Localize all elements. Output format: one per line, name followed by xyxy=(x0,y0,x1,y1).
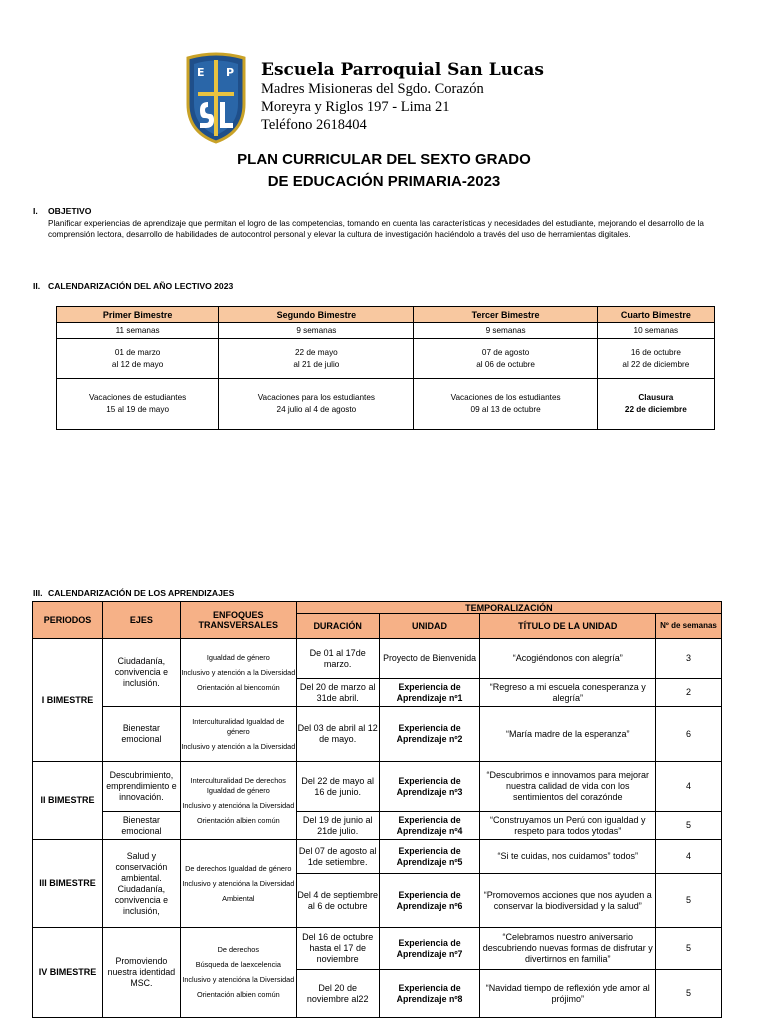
duration-cell: Del 07 de agosto al 1de setiembre. xyxy=(296,840,379,874)
duration-cell: Del 16 de octubre hasta el 17 de noviembre xyxy=(296,928,379,970)
table-row-dates xyxy=(57,339,715,379)
header-semanas: Nº de semanas xyxy=(656,614,722,639)
periodo-cell: II BIMESTRE xyxy=(33,762,103,840)
unit-cell: Experiencia de Aprendizaje nº1 xyxy=(379,679,480,707)
unit-cell: Experiencia de Aprendizaje nº7 xyxy=(379,928,480,970)
title-cell: “Celebramos nuestro aniversario descubriendo nuevas formas de disfrutar y divertirnos en familia” xyxy=(480,928,656,970)
table-row xyxy=(33,928,722,970)
header-enfoques: ENFOQUES TRANSVERSALES xyxy=(180,602,296,639)
header-temporalizacion: TEMPORALIZACIÓN xyxy=(296,602,721,614)
school-header xyxy=(184,52,604,146)
school-name: Escuela Parroquial San Lucas xyxy=(261,60,544,80)
periodo-cell: I BIMESTRE xyxy=(33,639,103,762)
header-ejes: EJES xyxy=(102,602,180,639)
unit-cell: Experiencia de Aprendizaje nº4 xyxy=(379,812,480,840)
ejes-cell: Bienestar emocional xyxy=(102,812,180,840)
weeks-cell: 2 xyxy=(656,679,722,707)
weeks-cell: 5 xyxy=(656,874,722,928)
unit-cell: Experiencia de Aprendizaje nº2 xyxy=(379,707,480,762)
header-duracion: DURACIÓN xyxy=(296,614,379,639)
weeks-cell: 4 xyxy=(656,762,722,812)
vacation-cell: Vacaciones para los estudiantes 24 julio al 4 de agosto xyxy=(219,379,414,430)
school-crest-logo xyxy=(184,52,248,144)
duration-cell: Del 22 de mayo al 16 de junio. xyxy=(296,762,379,812)
periodo-cell: III BIMESTRE xyxy=(33,840,103,928)
learning-calendar-table xyxy=(32,601,722,1018)
vacation-cell: Vacaciones de estudiantes 15 al 19 de mayo xyxy=(57,379,219,430)
ejes-cell: Ciudadanía, convivencia e inclusión. xyxy=(102,639,180,707)
header-cuarto-bimestre: Cuarto Bimestre xyxy=(597,307,714,323)
dates-cell: 16 de octubre al 22 de diciembre xyxy=(597,339,714,379)
duration-cell: De 01 al 17de marzo. xyxy=(296,639,379,679)
duration-cell: Del 20 de noviembre al22 xyxy=(296,970,379,1018)
ejes-cell: Promoviendo nuestra identidad MSC. xyxy=(102,928,180,1018)
enfoques-cell: Interculturalidad De derechos Igualdad de género Inclusivo y atencióna la Diversidad Orientación albien común xyxy=(180,762,296,840)
unit-cell: Experiencia de Aprendizaje nº3 xyxy=(379,762,480,812)
unit-cell: Proyecto de Bienvenida xyxy=(379,639,480,679)
objective-paragraph: Planificar experiencias de aprendizaje que permitan el logro de las competencias, tomando en cuenta las características y necesidades del estudiante, mejorando el desarrollo de la comprensión lectora, desarrollo de habilidades de autocontrol personal y elevar la cultura de investigación haciéndolo a través del uso de herramientas digitales. xyxy=(48,219,704,239)
header-unidad: UNIDAD xyxy=(379,614,480,639)
ejes-cell: Bienestar emocional xyxy=(102,707,180,762)
ejes-cell: Descubrimiento, emprendimiento e innovación. xyxy=(102,762,180,812)
document-title-line2: DE EDUCACIÓN PRIMARIA-2023 xyxy=(267,173,501,190)
table-row xyxy=(33,707,722,762)
table-row xyxy=(33,812,722,840)
title-cell: “Navidad tiempo de reflexión yde amor al prójimo” xyxy=(480,970,656,1018)
unit-cell: Experiencia de Aprendizaje nº8 xyxy=(379,970,480,1018)
weeks-cell: 5 xyxy=(656,970,722,1018)
svg-text:P: P xyxy=(226,66,235,79)
table-row-weeks xyxy=(57,323,715,339)
table-row xyxy=(33,840,722,874)
weeks-cell: 9 semanas xyxy=(219,323,414,339)
vacation-cell: Vacaciones de los estudiantes 09 al 13 de octubre xyxy=(414,379,597,430)
closing-cell: Clausura 22 de diciembre xyxy=(597,379,714,430)
section-heading-objetivo: I. OBJETIVO xyxy=(33,206,92,216)
weeks-cell: 10 semanas xyxy=(597,323,714,339)
title-cell: “María madre de la esperanza” xyxy=(480,707,656,762)
dates-cell: 22 de mayo al 21 de julio xyxy=(219,339,414,379)
school-address: Moreyra y Riglos 197 - Lima 21 xyxy=(261,99,450,115)
dates-cell: 07 de agosto al 06 de octubre xyxy=(414,339,597,379)
header-periodos: PERIODOS xyxy=(33,602,103,639)
weeks-cell: 5 xyxy=(656,928,722,970)
enfoques-cell: De derechos Búsqueda de laexcelencia Inclusivo y atencióna la Diversidad Orientación albien común xyxy=(180,928,296,1018)
enfoques-cell: Interculturalidad Igualdad de género Inclusivo y atención a la Diversidad xyxy=(180,707,296,762)
duration-cell: Del 03 de abril al 12 de mayo. xyxy=(296,707,379,762)
weeks-cell: 9 semanas xyxy=(414,323,597,339)
duration-cell: Del 4 de septiembre al 6 de octubre xyxy=(296,874,379,928)
header-titulo: TÍTULO DE LA UNIDAD xyxy=(480,614,656,639)
document-title-line1: PLAN CURRICULAR DEL SEXTO GRADO xyxy=(237,151,531,168)
school-congregation: Madres Misioneras del Sgdo. Corazón xyxy=(261,81,484,97)
header-segundo-bimestre: Segundo Bimestre xyxy=(219,307,414,323)
weeks-cell: 11 semanas xyxy=(57,323,219,339)
weeks-cell: 3 xyxy=(656,639,722,679)
title-cell: “Construyamos un Perú con igualdad y respeto para todos ytodas” xyxy=(480,812,656,840)
ejes-cell: Salud y conservación ambiental. Ciudadanía, convivencia e inclusión, xyxy=(102,840,180,928)
title-cell: “Acogiéndonos con alegría” xyxy=(480,639,656,679)
section-heading-calendarizacion: II. CALENDARIZACIÓN DEL AÑO LECTIVO 2023 xyxy=(33,281,234,291)
table-header-row xyxy=(57,307,715,323)
table-row xyxy=(33,762,722,812)
enfoques-cell: Igualdad de género Inclusivo y atención a la Diversidad Orientación al biencomún xyxy=(180,639,296,707)
title-cell: “Promovemos acciones que nos ayuden a conservar la biodiversidad y la salud” xyxy=(480,874,656,928)
svg-text:E: E xyxy=(197,66,205,79)
unit-cell: Experiencia de Aprendizaje nº5 xyxy=(379,840,480,874)
weeks-cell: 6 xyxy=(656,707,722,762)
header-primer-bimestre: Primer Bimestre xyxy=(57,307,219,323)
weeks-cell: 4 xyxy=(656,840,722,874)
header-tercer-bimestre: Tercer Bimestre xyxy=(414,307,597,323)
table-header-row xyxy=(33,602,722,614)
unit-cell: Experiencia de Aprendizaje nº6 xyxy=(379,874,480,928)
duration-cell: Del 19 de junio al 21de julio. xyxy=(296,812,379,840)
title-cell: “Si te cuidas, nos cuidamos” todos” xyxy=(480,840,656,874)
periodo-cell: IV BIMESTRE xyxy=(33,928,103,1018)
section-heading-aprendizajes: III. CALENDARIZACIÓN DE LOS APRENDIZAJES xyxy=(33,588,235,598)
duration-cell: Del 20 de marzo al 31de abril. xyxy=(296,679,379,707)
weeks-cell: 5 xyxy=(656,812,722,840)
table-row-vacations xyxy=(57,379,715,430)
school-phone: Teléfono 2618404 xyxy=(261,117,367,133)
school-year-calendar-table xyxy=(56,306,715,430)
enfoques-cell: De derechos Igualdad de género Inclusivo y atencióna la Diversidad Ambiental xyxy=(180,840,296,928)
table-row xyxy=(33,639,722,679)
title-cell: “Regreso a mi escuela conesperanza y alegría” xyxy=(480,679,656,707)
dates-cell: 01 de marzo al 12 de mayo xyxy=(57,339,219,379)
title-cell: “Descubrimos e innovamos para mejorar nuestra calidad de vida con los sentimientos del corazónde xyxy=(480,762,656,812)
